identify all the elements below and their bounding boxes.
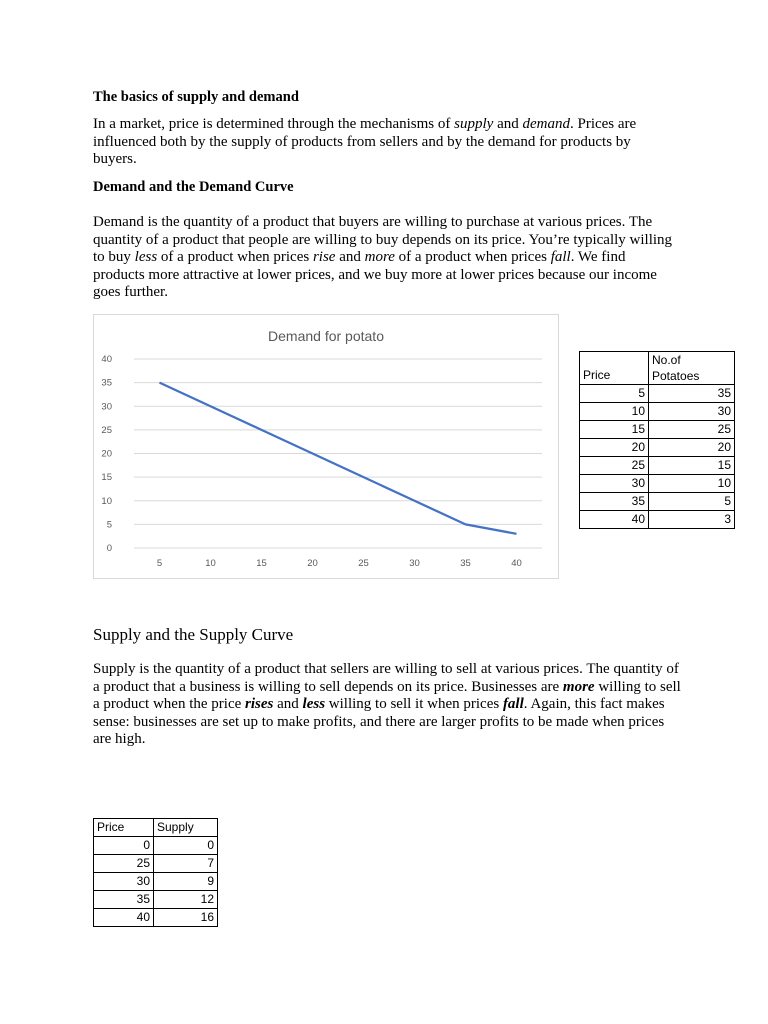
- demand-table: [579, 351, 735, 529]
- cell-value: 10: [649, 475, 735, 493]
- y-tick-label: 0: [106, 543, 112, 554]
- y-tick-label: 10: [101, 495, 112, 507]
- emphasis-text: less: [134, 249, 158, 266]
- emphasis-text: supply: [454, 116, 494, 132]
- cell-price: 25: [580, 457, 649, 475]
- emphasis-text: less: [302, 696, 326, 713]
- header-potatoes: No.of Potatoes: [649, 352, 735, 385]
- cell-price: 30: [94, 873, 154, 891]
- y-tick-label: 35: [101, 377, 112, 389]
- y-tick-label: 20: [101, 448, 112, 460]
- table-row: [580, 385, 735, 403]
- table-row: [94, 837, 218, 855]
- table-row: [94, 909, 218, 927]
- cell-value: 15: [649, 457, 735, 475]
- emphasis-text: fall: [502, 696, 524, 713]
- cell-value: 7: [154, 855, 218, 873]
- demand-chart-svg: [94, 315, 558, 578]
- table-header-row: [580, 352, 735, 385]
- cell-price: 40: [94, 909, 154, 927]
- chart-title: Demand for potato: [268, 328, 384, 344]
- table-row: [94, 873, 218, 891]
- y-tick-label: 30: [101, 401, 112, 413]
- cell-price: 10: [580, 403, 649, 421]
- supply-title: Supply and the Supply Curve: [93, 625, 294, 644]
- supply-paragraph: Supply is the quantity of a product that sellers are willing to sell at various prices. The quantity of a product that a business is willing to sell depends on its price. Businesses are more willing to sell a product when the price rises and less willing to sell it when prices fall. Again, this fact makes sense: businesses are set up to make profits, and there are larger profits to be made when prices are high.: [93, 661, 681, 748]
- header-supply: Supply: [154, 819, 218, 837]
- table-row: [580, 475, 735, 493]
- cell-price: 5: [580, 385, 649, 403]
- y-tick-label: 25: [101, 424, 112, 436]
- cell-price: 35: [94, 891, 154, 909]
- y-tick-label: 40: [101, 354, 112, 365]
- table-row: [94, 855, 218, 873]
- y-tick-label: 15: [101, 472, 112, 484]
- cell-price: 20: [580, 439, 649, 457]
- x-tick-label: 40: [511, 558, 522, 569]
- demand-chart: [93, 314, 559, 579]
- cell-price: 15: [580, 421, 649, 439]
- table-row: [580, 457, 735, 475]
- table-row: [580, 439, 735, 457]
- table-header-row: [94, 819, 218, 837]
- cell-price: 25: [94, 855, 154, 873]
- cell-price: 40: [580, 511, 649, 529]
- y-tick-label: 5: [106, 519, 112, 531]
- table-row: [580, 403, 735, 421]
- header-price: Price: [580, 352, 649, 385]
- emphasis-text: demand: [522, 116, 570, 132]
- x-tick-label: 25: [358, 558, 369, 569]
- table-row: [580, 493, 735, 511]
- cell-value: 25: [649, 421, 735, 439]
- x-tick-label: 15: [256, 558, 267, 569]
- x-tick-label: 20: [307, 558, 318, 569]
- cell-value: 35: [649, 385, 735, 403]
- cell-value: 3: [649, 511, 735, 529]
- table-row: [94, 891, 218, 909]
- cell-price: 30: [580, 475, 649, 493]
- series-line: [160, 383, 517, 534]
- emphasis-text: fall: [550, 249, 571, 266]
- x-tick-label: 10: [205, 558, 216, 569]
- intro-title: The basics of supply and demand: [93, 89, 299, 105]
- x-tick-label: 35: [460, 558, 471, 569]
- supply-table: [93, 818, 218, 927]
- emphasis-text: more: [364, 249, 395, 266]
- cell-value: 30: [649, 403, 735, 421]
- cell-value: 12: [154, 891, 218, 909]
- emphasis-text: more: [562, 678, 595, 695]
- cell-value: 9: [154, 873, 218, 891]
- cell-value: 5: [649, 493, 735, 511]
- cell-price: 0: [94, 837, 154, 855]
- table-row: [580, 421, 735, 439]
- emphasis-text: rise: [312, 249, 336, 266]
- header-price: Price: [94, 819, 154, 837]
- x-tick-label: 5: [156, 558, 163, 569]
- demand-title: Demand and the Demand Curve: [93, 179, 294, 195]
- cell-value: 16: [154, 909, 218, 927]
- intro-paragraph: In a market, price is determined through the mechanisms of supply and demand. Prices are influenced both by the supply of products from sellers and by the demand for products by buyers.: [93, 116, 637, 168]
- table-row: [580, 511, 735, 529]
- cell-price: 35: [580, 493, 649, 511]
- x-tick-label: 30: [409, 558, 420, 569]
- cell-value: 0: [154, 837, 218, 855]
- cell-value: 20: [649, 439, 735, 457]
- demand-paragraph: Demand is the quantity of a product that buyers are willing to purchase at various prices. The quantity of a product that people are willing to buy depends on its price. You’re typically willing to buy less of a product when prices rise and more of a product when prices fall. We find products more attractive at lower prices, and we buy more at lower prices because our income goes further.: [93, 214, 673, 301]
- emphasis-text: rises: [245, 696, 274, 713]
